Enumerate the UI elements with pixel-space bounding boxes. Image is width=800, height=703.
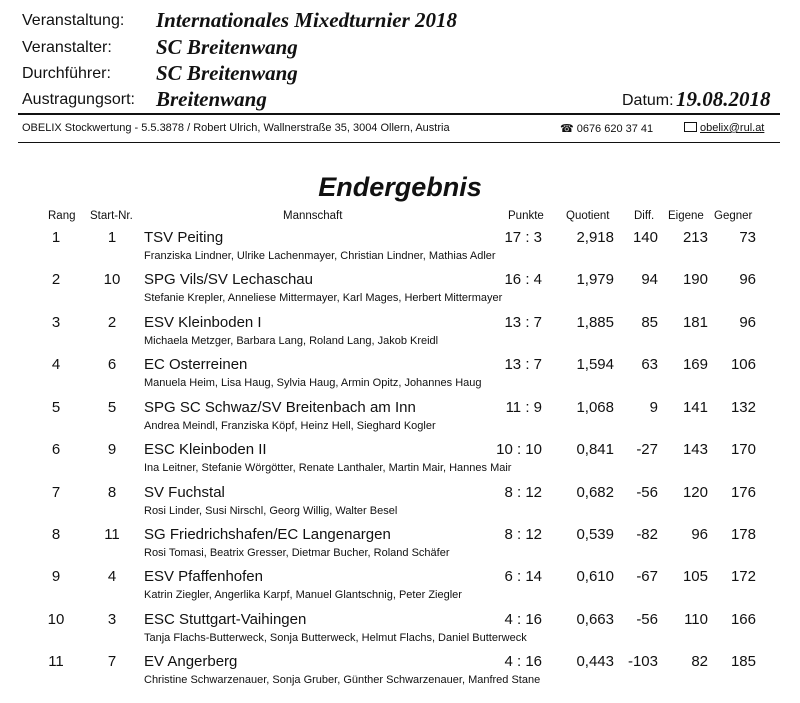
points: 10 : 10	[496, 441, 542, 458]
own-score: 143	[682, 441, 708, 458]
result-row	[0, 399, 800, 441]
opponent-score: 166	[730, 611, 756, 628]
rank: 1	[51, 229, 61, 246]
opponent-score: 172	[730, 568, 756, 585]
start-number: 1	[107, 229, 117, 246]
opponent-score: 132	[730, 399, 756, 416]
phone-icon: ☎	[560, 123, 574, 135]
organizer-label: Veranstalter:	[22, 39, 112, 56]
team-name: SV Fuchstal	[144, 484, 225, 501]
start-number: 9	[107, 441, 117, 458]
team-name: EC Osterreinen	[144, 356, 248, 373]
result-row	[0, 526, 800, 568]
player-names: Christine Schwarzenauer, Sonja Gruber, Günther Schwarzenauer, Manfred Stane	[144, 674, 541, 686]
points: 8 : 12	[504, 484, 542, 501]
opponent-score: 96	[739, 271, 756, 288]
own-score: 181	[682, 314, 708, 331]
team-name: SPG Vils/SV Lechaschau	[144, 271, 313, 288]
phone-number: 0676 620 37 41	[576, 123, 654, 135]
venue-label: Austragungsort:	[22, 91, 135, 108]
difference: 9	[649, 399, 658, 416]
column-header-points: Punkte	[508, 210, 544, 222]
difference: -56	[636, 611, 658, 628]
own-score: 213	[682, 229, 708, 246]
points: 13 : 7	[504, 356, 542, 373]
quotient: 1,885	[576, 314, 614, 331]
rank: 9	[51, 568, 61, 585]
column-header-gegner: Gegner	[714, 210, 753, 222]
rank: 10	[47, 611, 65, 628]
team-name: EV Angerberg	[144, 653, 238, 670]
start-number: 6	[107, 356, 117, 373]
start-number: 10	[103, 271, 121, 288]
opponent-score: 170	[730, 441, 756, 458]
opponent-score: 73	[739, 229, 756, 246]
own-score: 82	[691, 653, 708, 670]
opponent-score: 176	[730, 484, 756, 501]
column-header-eigene: Eigene	[668, 210, 704, 222]
contact-divider	[18, 142, 780, 143]
date-value: 19.08.2018	[676, 87, 771, 111]
team-name: SG Friedrichshafen/EC Langenargen	[144, 526, 391, 543]
points: 11 : 9	[505, 399, 542, 416]
date-label: Datum:	[622, 92, 674, 109]
player-names: Tanja Flachs-Butterweck, Sonja Butterweck, Helmut Flachs, Daniel Butterweck	[144, 632, 527, 644]
quotient: 1,594	[576, 356, 614, 373]
points: 17 : 3	[504, 229, 542, 246]
envelope-icon	[684, 122, 697, 132]
points: 4 : 16	[504, 653, 542, 670]
opponent-score: 96	[739, 314, 756, 331]
points: 8 : 12	[504, 526, 542, 543]
result-row	[0, 356, 800, 398]
quotient: 1,979	[576, 271, 614, 288]
event-value: Internationales Mixedturnier 2018	[156, 8, 458, 32]
team-name: ESC Stuttgart-Vaihingen	[144, 611, 307, 628]
result-row	[0, 568, 800, 610]
points: 16 : 4	[504, 271, 542, 288]
contact-phone	[560, 122, 653, 135]
difference: 85	[641, 314, 658, 331]
start-number: 4	[107, 568, 117, 585]
points: 6 : 14	[504, 568, 542, 585]
difference: 63	[641, 356, 658, 373]
difference: -56	[636, 484, 658, 501]
contact-email	[684, 122, 764, 134]
opponent-score: 185	[730, 653, 756, 670]
quotient: 0,610	[576, 568, 614, 585]
column-header-quotient: Quotient	[566, 210, 610, 222]
quotient: 0,841	[576, 441, 614, 458]
result-row	[0, 229, 800, 271]
rank: 4	[51, 356, 61, 373]
event-label: Veranstaltung:	[22, 12, 125, 29]
organizer-value: SC Breitenwang	[156, 35, 298, 59]
column-header-diff: Diff.	[634, 210, 655, 222]
team-name: SPG SC Schwaz/SV Breitenbach am Inn	[144, 399, 416, 416]
own-score: 110	[684, 611, 708, 628]
rank: 5	[51, 399, 61, 416]
player-names: Franziska Lindner, Ulrike Lachenmayer, Christian Lindner, Mathias Adler	[144, 250, 496, 262]
result-row	[0, 653, 800, 695]
quotient: 2,918	[576, 229, 614, 246]
points: 13 : 7	[504, 314, 542, 331]
points: 4 : 16	[504, 611, 542, 628]
column-header-rang: Rang	[48, 210, 76, 222]
result-row	[0, 484, 800, 526]
result-row	[0, 314, 800, 356]
column-header-start: Start-Nr.	[90, 210, 133, 222]
quotient: 1,068	[576, 399, 614, 416]
column-header-team: Mannschaft	[283, 210, 343, 222]
player-names: Rosi Linder, Susi Nirschl, Georg Willig, Walter Besel	[144, 505, 398, 517]
quotient: 0,663	[576, 611, 614, 628]
team-name: ESC Kleinboden II	[144, 441, 267, 458]
rank: 11	[48, 653, 64, 670]
player-names: Katrin Ziegler, Angerlika Karpf, Manuel Glantschnig, Peter Ziegler	[144, 589, 462, 601]
quotient: 0,539	[576, 526, 614, 543]
quotient: 0,443	[576, 653, 614, 670]
page-title: Endergebnis	[318, 172, 482, 202]
start-number: 3	[107, 611, 117, 628]
difference: 140	[632, 229, 658, 246]
executor-value: SC Breitenwang	[156, 61, 298, 85]
player-names: Andrea Meindl, Franziska Köpf, Heinz Hell, Sieghard Kogler	[144, 420, 436, 432]
own-score: 105	[682, 568, 708, 585]
difference: 94	[641, 271, 658, 288]
rank: 2	[51, 271, 61, 288]
result-row	[0, 441, 800, 483]
executor-label: Durchführer:	[22, 65, 111, 82]
opponent-score: 106	[730, 356, 756, 373]
player-names: Ina Leitner, Stefanie Wörgötter, Renate Lanthaler, Martin Mair, Hannes Mair	[144, 462, 512, 474]
rank: 8	[51, 526, 61, 543]
team-name: TSV Peiting	[144, 229, 224, 246]
result-row	[0, 611, 800, 653]
opponent-score: 178	[730, 526, 756, 543]
team-name: ESV Kleinboden I	[144, 314, 262, 331]
rank: 3	[51, 314, 61, 331]
own-score: 190	[682, 271, 708, 288]
own-score: 169	[682, 356, 708, 373]
start-number: 2	[107, 314, 117, 331]
quotient: 0,682	[576, 484, 614, 501]
start-number: 8	[107, 484, 117, 501]
rank: 7	[51, 484, 61, 501]
rank: 6	[51, 441, 61, 458]
player-names: Michaela Metzger, Barbara Lang, Roland Lang, Jakob Kreidl	[144, 335, 439, 347]
start-number: 7	[107, 653, 117, 670]
difference: -82	[636, 526, 658, 543]
start-number: 5	[107, 399, 117, 416]
player-names: Manuela Heim, Lisa Haug, Sylvia Haug, Armin Opitz, Johannes Haug	[144, 377, 482, 389]
difference: -27	[636, 441, 658, 458]
result-row	[0, 271, 800, 313]
difference: -67	[636, 568, 658, 585]
player-names: Rosi Tomasi, Beatrix Gresser, Dietmar Bucher, Roland Schäfer	[144, 547, 450, 559]
own-score: 120	[682, 484, 708, 501]
venue-value: Breitenwang	[156, 87, 267, 111]
own-score: 141	[682, 399, 708, 416]
difference: -103	[627, 653, 658, 670]
email-link[interactable]: obelix@rul.at	[700, 122, 765, 134]
start-number: 11	[104, 526, 120, 543]
own-score: 96	[691, 526, 708, 543]
header-divider	[18, 113, 780, 115]
contact-organization: OBELIX Stockwertung - 5.5.3878 / Robert Ulrich, Wallnerstraße 35, 3004 Ollern, Austria	[22, 122, 450, 134]
team-name: ESV Pfaffenhofen	[144, 568, 263, 585]
player-names: Stefanie Krepler, Anneliese Mittermayer, Karl Mages, Herbert Mittermayer	[144, 292, 503, 304]
